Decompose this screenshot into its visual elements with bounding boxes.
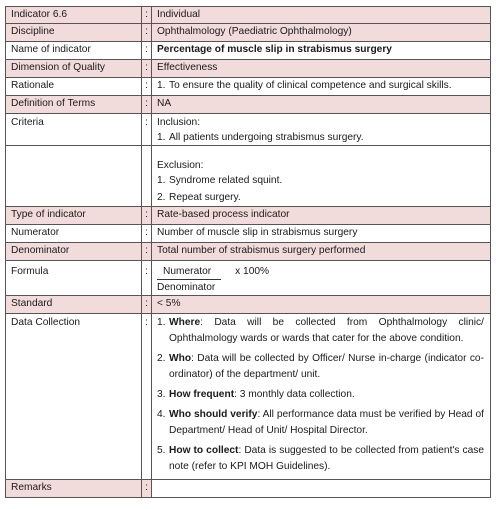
separator: : — [142, 314, 152, 480]
item-lead: Who — [169, 353, 192, 364]
standard-label: Standard — [6, 296, 142, 314]
indicator-table — [5, 6, 491, 498]
data-collection-label: Data Collection — [6, 314, 142, 480]
rationale-label: Rationale — [6, 78, 142, 96]
discipline-value: Ophthalmology (Paediatric Ophthalmology) — [152, 24, 491, 42]
list-item — [157, 387, 490, 403]
denominator-label: Denominator — [6, 243, 142, 261]
empty-cell — [142, 146, 152, 207]
row-standard — [6, 296, 491, 314]
remarks-value — [152, 480, 491, 498]
list-number: 4. — [157, 409, 166, 420]
list-number: 3. — [157, 389, 166, 400]
list-number: 1. — [157, 175, 166, 186]
separator: : — [142, 60, 152, 78]
item-text: : Data will be collected from Ophthalmology clinic/ Ophthalmology wards or wards that cater for the above condition. — [169, 317, 484, 344]
empty-cell — [6, 146, 142, 207]
row-discipline — [6, 24, 491, 42]
dimension-label: Dimension of Quality — [6, 60, 142, 78]
list-item — [157, 351, 490, 383]
separator: : — [142, 480, 152, 498]
list-item — [157, 315, 490, 347]
separator: : — [142, 96, 152, 114]
list-number: 1. — [157, 80, 166, 91]
row-remarks — [6, 480, 491, 498]
separator: : — [142, 114, 152, 146]
definition-value: NA — [152, 96, 491, 114]
formula-denominator: Denominator — [157, 282, 216, 293]
exclusion-cell — [152, 146, 491, 207]
separator: : — [142, 78, 152, 96]
row-definition — [6, 96, 491, 114]
separator: : — [142, 207, 152, 225]
formula-numerator: Numerator — [157, 265, 221, 280]
list-number: 2. — [157, 353, 166, 364]
formula-value — [152, 261, 491, 296]
rationale-text: To ensure the quality of clinical competence and surgical skills. — [169, 80, 452, 91]
row-denominator — [6, 243, 491, 261]
formula-label: Formula — [6, 261, 142, 296]
separator: : — [142, 42, 152, 60]
type-label: Type of indicator — [6, 207, 142, 225]
row-rationale — [6, 78, 491, 96]
row-numerator — [6, 225, 491, 243]
exclusion-heading: Exclusion: — [157, 160, 204, 171]
row-formula — [6, 261, 491, 296]
list-number: 1. — [157, 132, 166, 143]
indicator-label: Indicator 6.6 — [6, 7, 142, 24]
row-data-collection — [6, 314, 491, 480]
item-text: : 3 monthly data collection. — [234, 389, 355, 400]
separator: : — [142, 243, 152, 261]
definition-label: Definition of Terms — [6, 96, 142, 114]
denominator-value: Total number of strabismus surgery performed — [152, 243, 491, 261]
standard-value: < 5% — [152, 296, 491, 314]
rationale-value — [152, 78, 491, 96]
numerator-value: Number of muscle slip in strabismus surgery — [152, 225, 491, 243]
list-number: 2. — [157, 192, 166, 203]
item-lead: How to collect — [169, 445, 239, 456]
list-item — [157, 130, 490, 145]
list-item — [157, 190, 490, 205]
row-type — [6, 207, 491, 225]
row-dimension — [6, 60, 491, 78]
formula-multiplier: x 100% — [235, 266, 270, 277]
list-item — [157, 173, 490, 188]
inclusion-text: All patients undergoing strabismus surgery. — [169, 132, 364, 143]
item-text: : Data is suggested to be collected from patient's case note (refer to KPI MOH Guidelines). — [169, 445, 484, 472]
inclusion-cell — [152, 114, 491, 146]
indicator-value: Individual — [152, 7, 491, 24]
remarks-label: Remarks — [6, 480, 142, 498]
item-text: : All performance data must be verified by Head of Department/ Head of Unit/ Hospital Director. — [169, 409, 484, 436]
row-exclusion — [6, 146, 491, 207]
separator: : — [142, 7, 152, 24]
row-name — [6, 42, 491, 60]
name-value: Percentage of muscle slip in strabismus surgery — [152, 42, 491, 60]
list-number: 5. — [157, 445, 166, 456]
list-item — [157, 407, 490, 439]
item-text: : Data will be collected by Officer/ Nurse in-charge (indicator co-ordinator) of the department/ unit. — [169, 353, 484, 380]
data-collection-value — [152, 314, 491, 480]
exclusion-text: Repeat surgery. — [169, 192, 241, 203]
exclusion-text: Syndrome related squint. — [169, 175, 283, 186]
row-indicator — [6, 7, 491, 24]
item-lead: Where — [169, 317, 201, 328]
list-item — [157, 443, 490, 475]
item-lead: Who should verify — [169, 409, 258, 420]
list-number: 1. — [157, 317, 166, 328]
discipline-label: Discipline — [6, 24, 142, 42]
numerator-label: Numerator — [6, 225, 142, 243]
type-value: Rate-based process indicator — [152, 207, 491, 225]
separator: : — [142, 261, 152, 296]
separator: : — [142, 225, 152, 243]
item-lead: How frequent — [169, 389, 235, 400]
name-label: Name of indicator — [6, 42, 142, 60]
separator: : — [142, 296, 152, 314]
criteria-label: Criteria — [6, 114, 142, 146]
inclusion-heading: Inclusion: — [157, 117, 201, 128]
separator: : — [142, 24, 152, 42]
dimension-value: Effectiveness — [152, 60, 491, 78]
row-criteria — [6, 114, 491, 146]
